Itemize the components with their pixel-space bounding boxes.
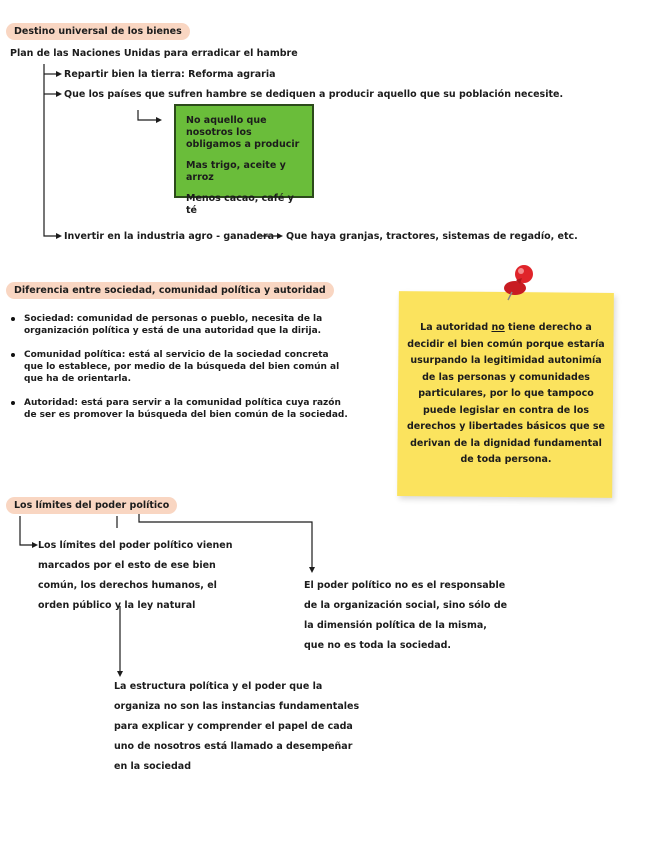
section-title-diferencia: Diferencia entre sociedad, comunidad política y autoridad [6,282,334,299]
plan-text: Plan de las Naciones Unidas para erradicar el hambre [10,48,298,59]
arrow-head [56,71,62,77]
limits-bottom-text: La estructura política y el poder que la organiza no son las instancias fundamentales para explicar y comprender el papel de cada uno de nosotros está llamado a desempeñar en la sociedad [114,681,360,772]
branch-reforma: Repartir bien la tierra: Reforma agraria [64,69,276,80]
branch-produccion: Que los países que sufren hambre se dediquen a producir aquello que su población necesite. [64,89,564,100]
arrow-head [156,117,162,123]
spine-line [44,64,58,236]
limits-left-text: Los límites del poder político vienen marcados por el esto de ese bien común, los derechos humanos, el orden público y la ley natural [38,540,233,611]
arrow-head [277,233,283,239]
limits-right-text: El poder político no es el responsable de la organización social, sino sólo de la dimensión política de la misma, que no es toda la sociedad. [304,580,508,651]
greenbox-line [138,110,158,120]
arrow-head [56,233,62,239]
section-title-destino: Destino universal de los bienes [6,23,190,40]
left-branch-line [20,516,34,545]
note-text-end: tiene derecho a decidir el bien común porque estaría usurpando la legitimidad autonimía de las personas y comunidades particulares, por lo que tampoco puede legislar en contra de los derechos y libertades básicos que se derivan de la dignidad fundamental de toda persona. [406,322,605,465]
note-text-start: La autoridad [420,322,492,333]
sticky-note-text [406,320,606,469]
list-item: Sociedad: comunidad de personas o pueblo, necesita de la organización política y está de una autoridad que la dirija. [8,313,348,337]
production-box [174,104,314,216]
inversion-result: Que haya granjas, tractores, sistemas de regadío, etc. [286,231,578,242]
definitions-list [8,313,348,433]
arrow-head [309,567,315,573]
pushpin-icon [498,262,542,306]
box-line-3: Menos cacao, café y té [186,193,294,216]
list-item: Comunidad política: está al servicio de la sociedad concreta que lo establece, por medio de la búsqueda del bien común al que ha de orientarla. [8,349,348,385]
box-line-2: Mas trigo, aceite y arroz [186,160,286,183]
note-emphasis: no [491,322,505,333]
box-line-1: No aquello que nosotros los obligamos a producir [186,115,300,150]
list-item: Autoridad: está para servir a la comunidad política cuya razón de ser es promover la búsqueda del bien común de la sociedad. [8,397,348,421]
branch-inversion: Invertir en la industria agro - ganadera [64,231,275,242]
arrow-head [56,91,62,97]
section-title-limites: Los límites del poder político [6,497,177,514]
